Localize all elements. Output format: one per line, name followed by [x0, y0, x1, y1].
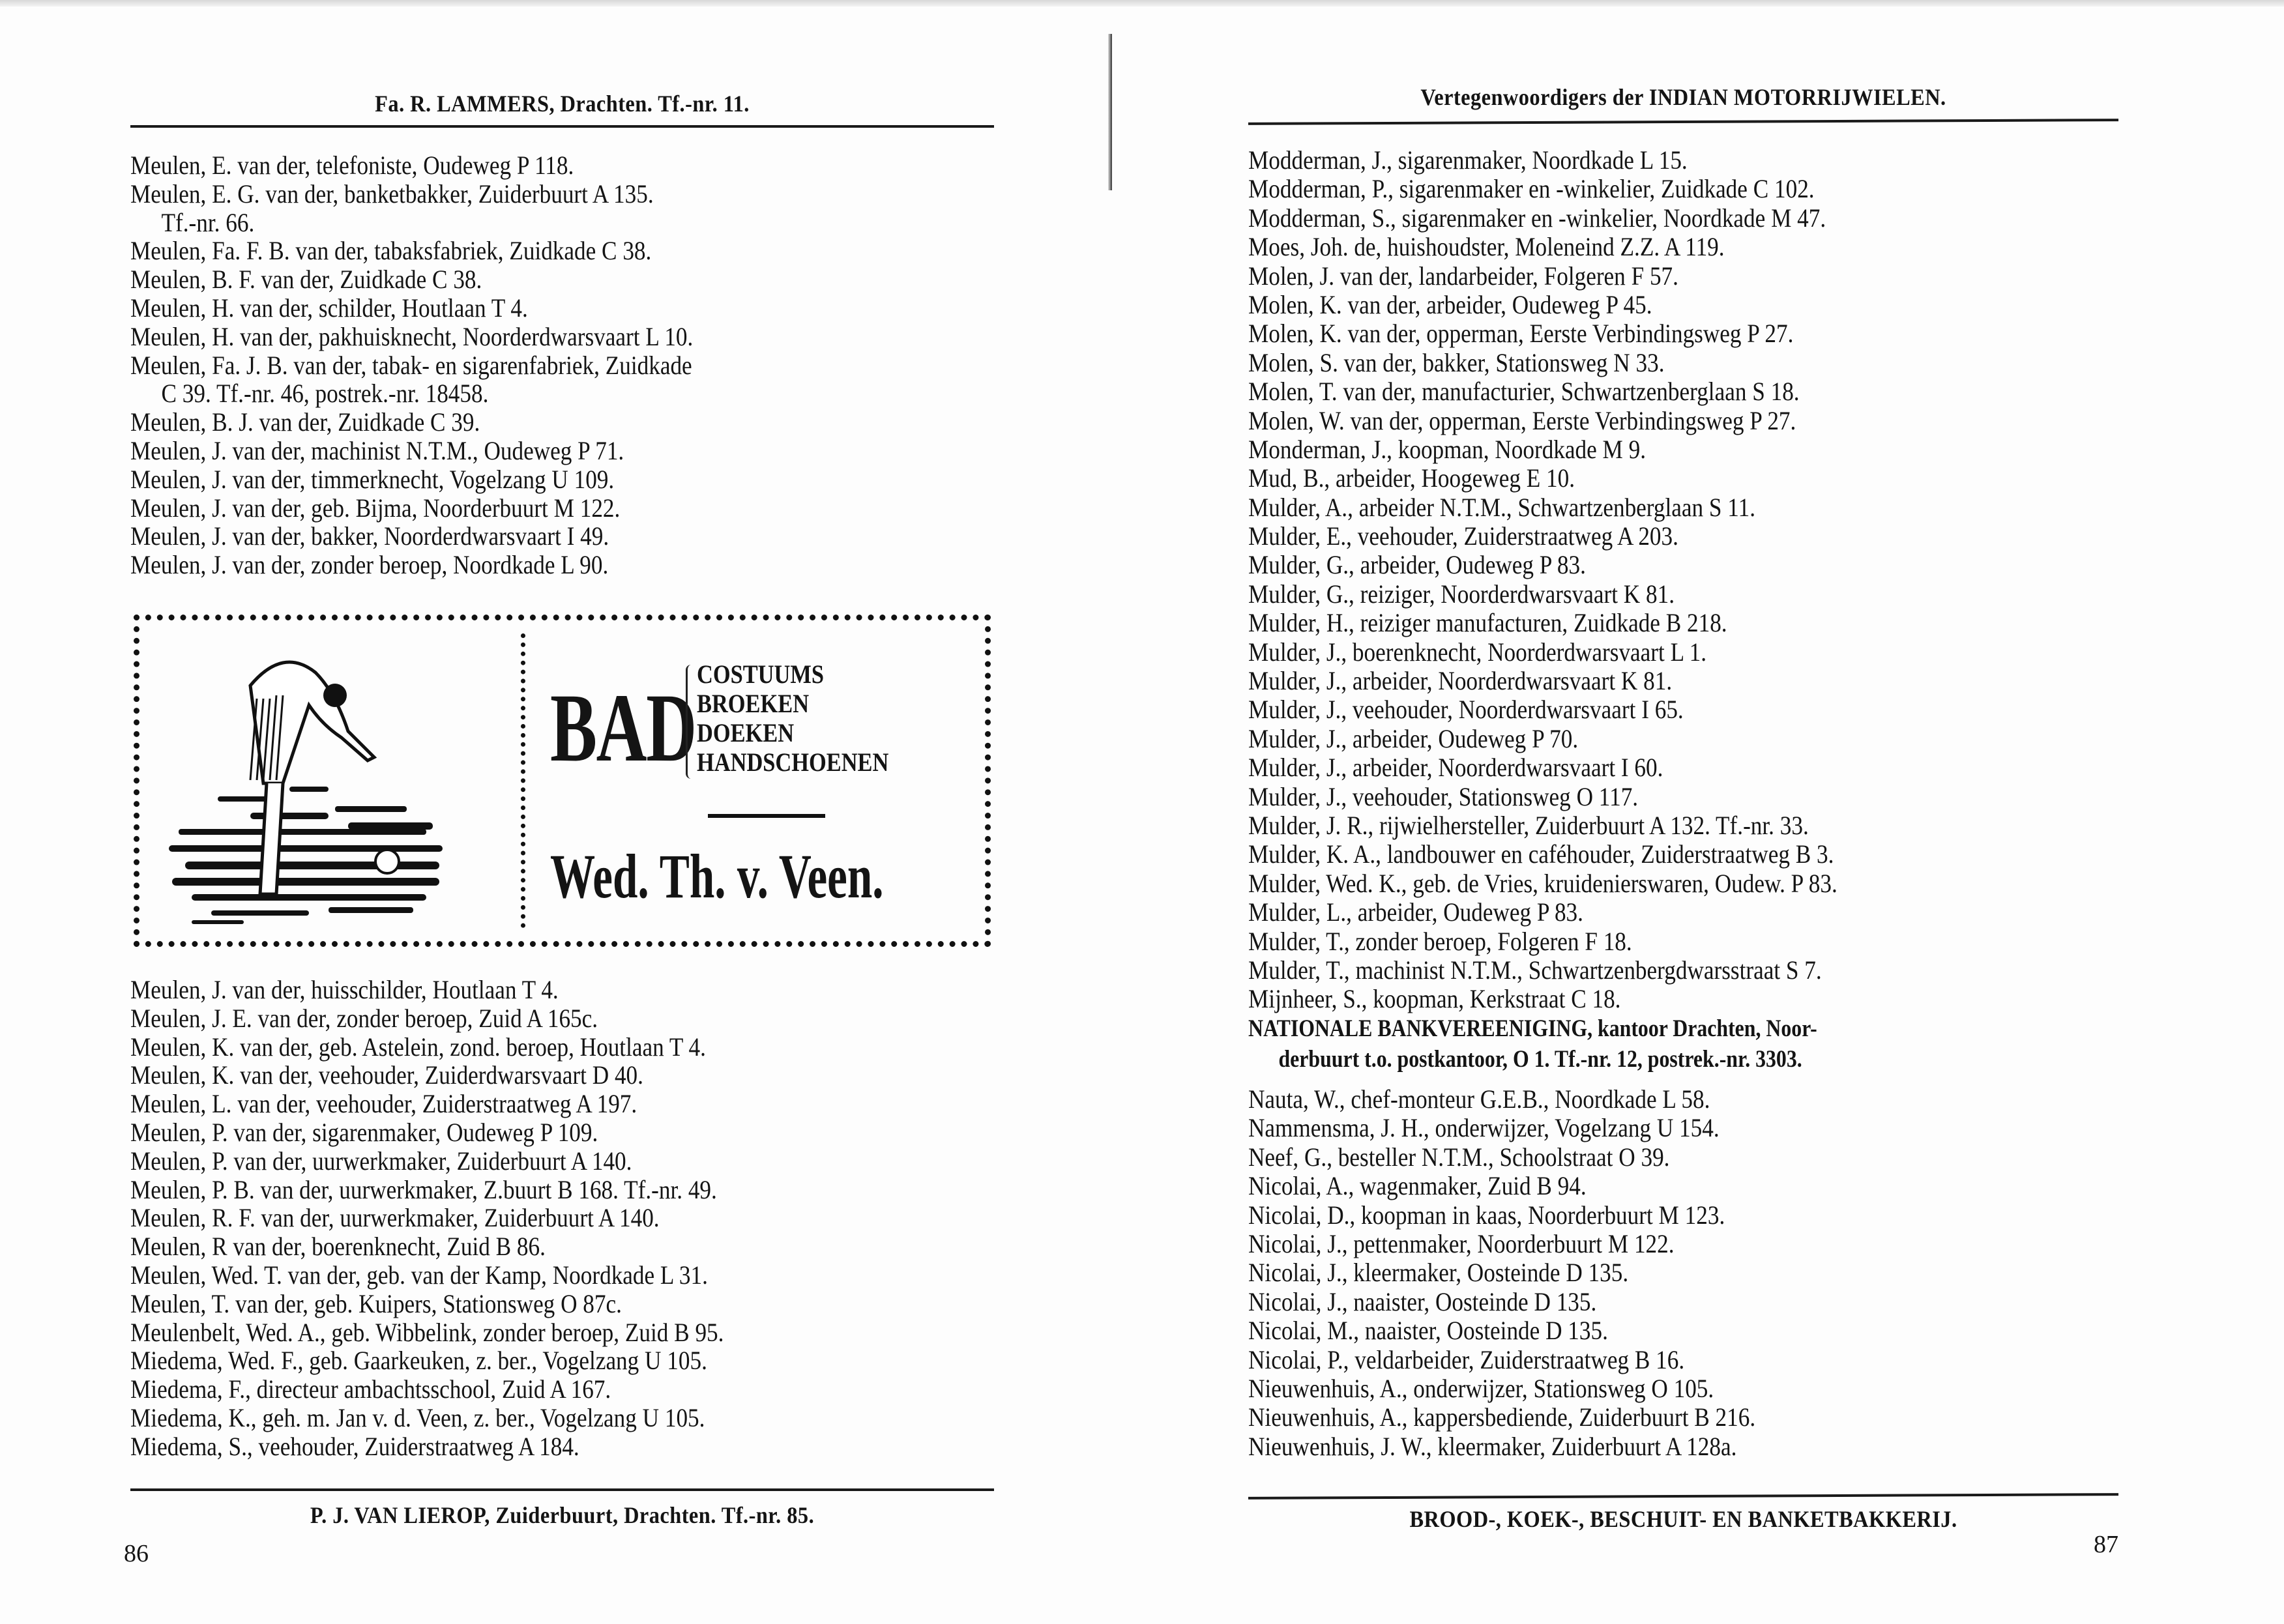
directory-entry: Molen, K. van der, opperman, Eerste Verbindingsweg P 27. [1248, 319, 1794, 349]
page-86 [124, 0, 994, 1624]
ad-item: HANDSCHOENEN [697, 747, 889, 777]
directory-entry: Mulder, Wed. K., geb. de Vries, kruidenierswaren, Oudew. P 83. [1248, 868, 1837, 898]
directory-entry: Modderman, J., sigarenmaker, Noordkade L 15. [1248, 145, 1688, 175]
bank-entry-line: NATIONALE BANKVEREENIGING, kantoor Drachten, Noor- [1248, 1015, 1817, 1042]
directory-entry: Nieuwenhuis, A., onderwijzer, Stationsweg O 105. [1248, 1373, 1714, 1403]
directory-entry: Mijnheer, S., koopman, Kerkstraat C 18. [1248, 984, 1621, 1014]
directory-entry: Meulen, P. B. van der, uurwerkmaker, Z.buurt B 168. Tf.-nr. 49. [130, 1174, 717, 1204]
ad-separator [708, 814, 825, 818]
directory-entry: Nicolai, J., kleermaker, Oosteinde D 135. [1248, 1258, 1629, 1288]
directory-entry: Mulder, G., reiziger, Noorderdwarsvaart K 81. [1248, 579, 1675, 609]
directory-entry: Molen, K. van der, arbeider, Oudeweg P 45. [1248, 289, 1652, 319]
directory-entry: Mulder, E., veehouder, Zuiderstraatweg A 203. [1248, 521, 1678, 551]
directory-list-top [1248, 146, 2118, 1014]
directory-entry: Miedema, Wed. F., geb. Gaarkeuken, z. ber., Vogelzang U 105. [130, 1346, 707, 1376]
page-number: 86 [124, 1540, 149, 1567]
directory-entry: Meulen, H. van der, pakhuisknecht, Noorderdwarsvaart L 10. [130, 321, 694, 351]
directory-entry: Meulen, Wed. T. van der, geb. van der Kamp, Noordkade L 31. [130, 1260, 708, 1290]
directory-entry: Miedema, S., veehouder, Zuiderstraatweg A 184. [130, 1431, 579, 1461]
directory-entry: Neef, G., besteller N.T.M., Schoolstraat O 39. [1248, 1142, 1670, 1172]
running-head: Fa. R. LAMMERS, Drachten. Tf.-nr. 11. [375, 91, 750, 117]
directory-entry: Molen, W. van der, opperman, Eerste Verbindingsweg P 27. [1248, 405, 1796, 435]
directory-entry: Mulder, T., machinist N.T.M., Schwartzenbergdwarsstraat S 7. [1248, 955, 1822, 985]
directory-entry: Monderman, J., koopman, Noordkade M 9. [1248, 434, 1647, 464]
directory-entry: Miedema, F., directeur ambachtsschool, Zuid A 167. [130, 1374, 611, 1404]
running-foot: BROOD-, KOEK-, BESCHUIT- EN BANKETBAKKERIJ. [1409, 1506, 1957, 1532]
directory-entry: Tf.-nr. 66. [161, 207, 255, 237]
footer-rule [130, 1488, 994, 1491]
ad-headline: BAD [550, 674, 696, 782]
directory-entry: Mulder, J., arbeider, Noorderdwarsvaart I 60. [1248, 753, 1663, 783]
directory-entry: Mulder, J., veehouder, Noorderdwarsvaart I 65. [1248, 695, 1684, 725]
directory-entry: Mulder, T., zonder beroep, Folgeren F 18. [1248, 926, 1632, 956]
directory-entry: Meulen, Fa. J. B. van der, tabak- en sigarenfabriek, Zuidkade [130, 350, 692, 380]
directory-entry: Mulder, J., boerenknecht, Noorderdwarsvaart L 1. [1248, 637, 1707, 667]
directory-entry: Mulder, J., arbeider, Oudeweg P 70. [1248, 723, 1579, 753]
ad-divider [521, 633, 525, 928]
directory-entry: Nicolai, M., naaister, Oosteinde D 135. [1248, 1316, 1608, 1346]
directory-entry: Meulen, E. G. van der, banketbakker, Zuiderbuurt A 135. [130, 179, 654, 209]
directory-list-bottom [130, 976, 994, 1461]
directory-entry: Meulen, J. van der, timmerknecht, Vogelzang U 109. [130, 464, 615, 494]
directory-entry: Mulder, J., veehouder, Stationsweg O 117. [1248, 781, 1639, 811]
bank-entry-line: derbuurt t.o. postkantoor, O 1. Tf.-nr. 12, postrek.-nr. 3303. [1278, 1046, 1802, 1073]
directory-entry: Meulen, L. van der, veehouder, Zuiderstraatweg A 197. [130, 1089, 637, 1119]
directory-entry: Meulen, J. van der, machinist N.T.M., Oudeweg P 71. [130, 435, 624, 465]
directory-entry: Mulder, J. R., rijwielhersteller, Zuiderbuurt A 132. Tf.-nr. 33. [1248, 810, 1809, 840]
page-number: 87 [2094, 1531, 2118, 1558]
directory-entry: Meulen, J. van der, zonder beroep, Noordkade L 90. [130, 550, 609, 580]
directory-entry: Mulder, L., arbeider, Oudeweg P 83. [1248, 897, 1583, 927]
directory-entry: Modderman, S., sigarenmaker en -winkelier, Noordkade M 47. [1248, 203, 1826, 233]
brace-icon [686, 665, 694, 779]
ad-text-panel [537, 620, 985, 941]
ad-item: BROEKEN [697, 689, 810, 718]
directory-entry: Meulen, E. van der, telefoniste, Oudeweg P 118. [130, 151, 574, 180]
directory-entry: Moes, Joh. de, huishoudster, Moleneind Z.Z. A 119. [1248, 232, 1725, 262]
directory-entry: Mulder, A., arbeider N.T.M., Schwartzenberglaan S 11. [1248, 492, 1756, 522]
header-rule [130, 125, 994, 128]
page-87 [1248, 0, 2118, 1624]
bank-entry [1248, 1013, 2118, 1075]
directory-entry: Meulen, J. van der, bakker, Noorderdwarsvaart I 49. [130, 521, 609, 551]
running-foot: P. J. VAN LIEROP, Zuiderbuurt, Drachten. Tf.-nr. 85. [310, 1502, 815, 1528]
directory-entry: Meulen, Fa. F. B. van der, tabaksfabriek, Zuidkade C 38. [130, 236, 652, 266]
swimmer-diving-icon [153, 633, 514, 933]
directory-entry: Meulen, T. van der, geb. Kuipers, Stationsweg O 87c. [130, 1288, 622, 1318]
advertisement-box [134, 615, 991, 947]
ad-item: DOEKEN [697, 718, 795, 747]
directory-entry: Mulder, K. A., landbouwer en caféhouder, Zuiderstraatweg B 3. [1248, 839, 1834, 869]
directory-list-bottom [1248, 1085, 2118, 1461]
footer-rule [1248, 1493, 2118, 1500]
directory-entry: Modderman, P., sigarenmaker en -winkelier, Zuidkade C 102. [1248, 174, 1815, 204]
directory-entry: Molen, T. van der, manufacturier, Schwartzenberglaan S 18. [1248, 377, 1800, 407]
running-head: Vertegenwoordigers der INDIAN MOTORRIJWIELEN. [1420, 84, 1946, 110]
directory-entry: Mud, B., arbeider, Hoogeweg E 10. [1248, 463, 1575, 493]
directory-entry: Meulen, J. van der, huisschilder, Houtlaan T 4. [130, 975, 559, 1004]
directory-entry: Meulen, H. van der, schilder, Houtlaan T 4. [130, 293, 528, 323]
book-gutter [1108, 34, 1112, 190]
directory-entry: Nicolai, J., naaister, Oosteinde D 135. [1248, 1286, 1597, 1316]
ad-item-list [697, 660, 920, 777]
directory-entry: Mulder, G., arbeider, Oudeweg P 83. [1248, 550, 1586, 580]
directory-entry: Meulenbelt, Wed. A., geb. Wibbelink, zonder beroep, Zuid B 95. [130, 1317, 724, 1347]
directory-entry: C 39. Tf.-nr. 46, postrek.-nr. 18458. [161, 379, 489, 409]
directory-entry: Nicolai, P., veldarbeider, Zuiderstraatweg B 16. [1248, 1344, 1685, 1374]
directory-entry: Nieuwenhuis, J. W., kleermaker, Zuiderbuurt A 128a. [1248, 1431, 1737, 1461]
directory-entry: Molen, J. van der, landarbeider, Folgeren F 57. [1248, 261, 1678, 291]
directory-entry: Nicolai, J., pettenmaker, Noorderbuurt M 122. [1248, 1228, 1675, 1258]
directory-entry: Meulen, B. J. van der, Zuidkade C 39. [130, 407, 480, 437]
ad-advertiser: Wed. Th. v. Veen. [550, 841, 884, 911]
directory-entry: Nieuwenhuis, A., kappersbediende, Zuiderbuurt B 216. [1248, 1402, 1756, 1432]
directory-entry: Meulen, K. van der, veehouder, Zuiderdwarsvaart D 40. [130, 1060, 643, 1090]
directory-entry: Meulen, B. F. van der, Zuidkade C 38. [130, 265, 482, 295]
directory-entry: Molen, S. van der, bakker, Stationsweg N 33. [1248, 347, 1665, 377]
directory-entry: Meulen, J. van der, geb. Bijma, Noorderbuurt M 122. [130, 493, 621, 523]
directory-entry: Nicolai, A., wagenmaker, Zuid B 94. [1248, 1171, 1587, 1201]
directory-entry: Nicolai, D., koopman in kaas, Noorderbuurt M 123. [1248, 1200, 1725, 1230]
directory-entry: Mulder, J., arbeider, Noorderdwarsvaart K 81. [1248, 666, 1673, 696]
directory-entry: Meulen, R. F. van der, uurwerkmaker, Zuiderbuurt A 140. [130, 1203, 660, 1233]
directory-entry: Meulen, P. van der, sigarenmaker, Oudeweg P 109. [130, 1117, 598, 1147]
header-rule [1248, 119, 2118, 125]
directory-entry: Meulen, K. van der, geb. Astelein, zond. beroep, Houtlaan T 4. [130, 1032, 706, 1062]
directory-entry: Nauta, W., chef-monteur G.E.B., Noordkade L 58. [1248, 1084, 1710, 1114]
directory-entry: Meulen, R van der, boerenknecht, Zuid B 86. [130, 1232, 546, 1262]
directory-entry: Meulen, P. van der, uurwerkmaker, Zuiderbuurt A 140. [130, 1146, 632, 1176]
directory-list-top [130, 151, 994, 579]
directory-entry: Mulder, H., reiziger manufacturen, Zuidkade B 218. [1248, 608, 1727, 638]
ad-item: COSTUUMS [697, 660, 824, 689]
directory-entry: Miedema, K., geh. m. Jan v. d. Veen, z. ber., Vogelzang U 105. [130, 1402, 705, 1432]
directory-entry: Nammensma, J. H., onderwijzer, Vogelzang U 154. [1248, 1113, 1720, 1143]
directory-entry: Meulen, J. E. van der, zonder beroep, Zuid A 165c. [130, 1003, 598, 1033]
